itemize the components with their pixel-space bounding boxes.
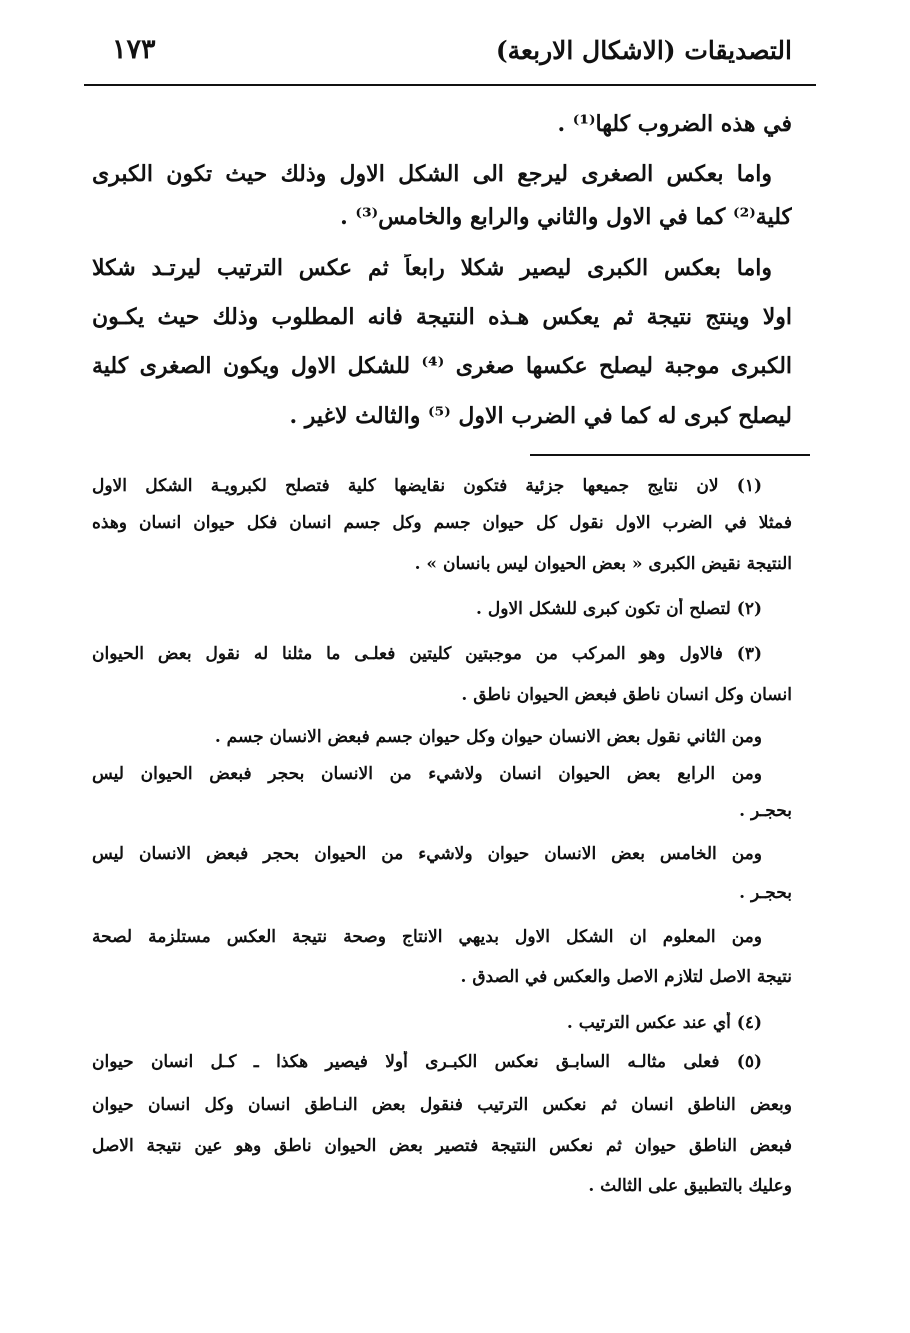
footnote-line: وعليك بالتطبيق على الثالث . — [588, 1176, 792, 1196]
footnote-line: ومن المعلوم ان الشكل الاول بديهي الانتاج وصحة نتيجة العكس مستلزمة لصحة — [92, 927, 762, 947]
footnote-separator — [530, 454, 810, 456]
footnote-line: النتيجة نقيض الكبرى « بعض الحيوان ليس بانسان » . — [414, 554, 792, 574]
body-line: كلية⁽²⁾ كما في الاول والثاني والرابع والخامس⁽³⁾ . — [340, 204, 792, 230]
footnote-line: (٥) فعلى مثالـه السابـق نعكس الكبـرى أولا فيصير هكذا ـ كـل انسان حيوان — [92, 1052, 762, 1072]
footnote-line: فمثلا في الضرب الاول نقول كل حيوان جسم وكل جسم انسان فكل حيوان انسان وهذه — [92, 513, 792, 533]
header-rule — [84, 84, 816, 86]
footnote-line: نتيجة الاصل لتلازم الاصل والعكس في الصدق . — [460, 967, 792, 987]
body-line: واما بعكس الكبرى ليصير شكلا رابعاً ثم عكس الترتيب ليرتـد شكلا — [92, 255, 772, 281]
footnote-line: بحجـر . — [739, 801, 792, 821]
footnote-line: ومن الثاني نقول بعض الانسان حيوان وكل حيوان جسم فبعض الانسان جسم . — [214, 727, 762, 747]
footnote-line: انسان وكل انسان ناطق فبعض الحيوان ناطق . — [461, 685, 792, 705]
footnote-line: ومن الرابع بعض الحيوان انسان ولاشيء من الانسان بحجر فبعض الحيوان ليس — [92, 764, 762, 784]
body-line: الكبرى موجبة ليصلح عكسها صغرى ⁽⁴⁾ للشكل الاول ويكون الصغرى كلية — [92, 353, 792, 379]
footnote-line: (٢) لتصلح أن تكون كبرى للشكل الاول . — [476, 599, 762, 619]
footnote-line: فبعض الناطق حيوان ثم نعكس النتيجة فتصير بعض الحيوان ناطق وهو عين نتيجة الاصل — [92, 1136, 792, 1156]
footnote-line: وبعض الناطق انسان ثم نعكس الترتيب فنقول بعض النـاطق انسان وكل انسان حيوان — [92, 1095, 792, 1115]
body-line: ليصلح كبرى له كما في الضرب الاول ⁽⁵⁾ والثالث لاغير . — [289, 403, 792, 429]
body-line: واما بعكس الصغرى ليرجع الى الشكل الاول وذلك حيث تكون الكبرى — [92, 161, 772, 187]
footnote-line: (٣) فالاول وهو المركب من موجبتين كليتين فعلـى ما مثلنا له نقول بعض الحيوان — [92, 644, 762, 664]
body-line: اولا وينتج نتيجة ثم يعكس هـذه النتيجة فانه المطلوب وذلك حيث يكـون — [92, 304, 792, 330]
footnote-line: (١) لان نتايج جميعها جزئية فتكون نقايضها كلية فتصلح لكبرويـة الشكل الاول — [92, 476, 762, 496]
page-number: ١٧٣ — [112, 34, 156, 65]
footnote-line: ومن الخامس بعض الانسان حيوان ولاشيء من الحيوان بحجر فبعض الانسان ليس — [92, 844, 762, 864]
footnote-line: (٤) أي عند عكس الترتيب . — [566, 1013, 762, 1033]
running-title: التصديقات (الاشكال الاربعة) — [495, 36, 792, 65]
footnote-line: بحجـر . — [739, 883, 792, 903]
body-line: في هذه الضروب كلها⁽¹⁾ . — [557, 111, 792, 137]
